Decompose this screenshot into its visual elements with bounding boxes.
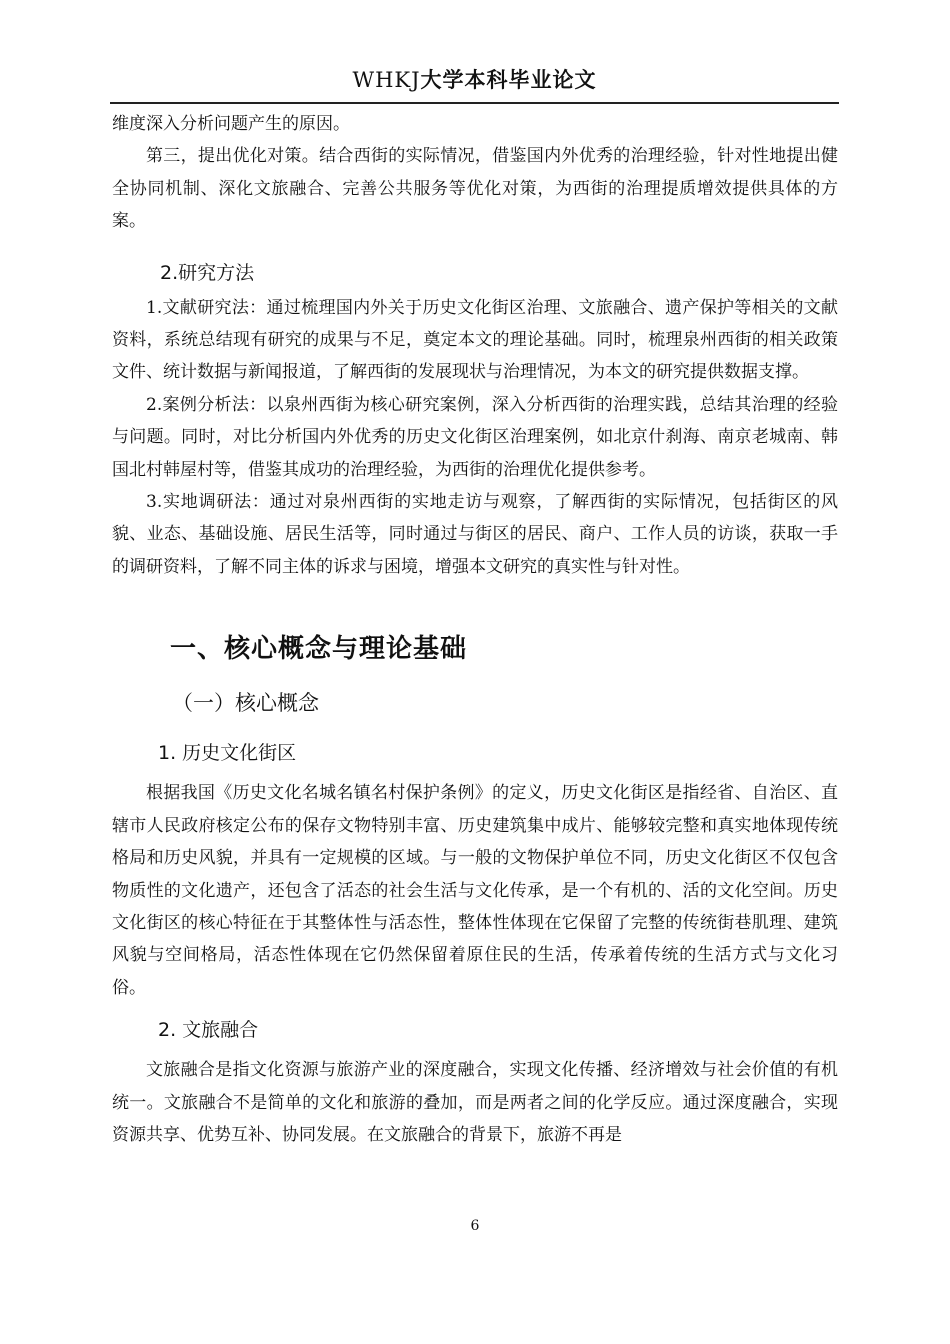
chapter-heading: 一、核心概念与理论基础 (170, 634, 468, 665)
body-content (112, 108, 838, 1151)
heading-research-methods: 2.研究方法 (160, 261, 255, 284)
subheading-historic-district: 1. 历史文化街区 (158, 742, 297, 765)
running-header (110, 60, 839, 100)
paragraph-case-method: 2.案例分析法：以泉州西街为核心研究案例，深入分析西街的治理实践，总结其治理的经验与问题。同时，对比分析国内外优秀的历史文化街区治理案例，如北京什刹海、南京老城南、韩国北村韩屋村等，借鉴其成功的治理经验，为西街的治理优化提供参考。 (112, 394, 838, 480)
paragraph-culture-tourism: 文旅融合是指文化资源与旅游产业的深度融合，实现文化传播、经济增效与社会价值的有机统一。文旅融合不是简单的文化和旅游的叠加，而是两者之间的化学反应。通过深度融合，实现资源共享、优势互补、协同发展。在文旅融合的背景下，旅游不再是 (112, 1060, 838, 1145)
paragraph-2: 第三，提出优化对策。结合西街的实际情况，借鉴国内外优秀的治理经验，针对性地提出健全协同机制、深化文旅融合、完善公共服务等优化对策，为西街的治理提质增效提供具体的方案。 (112, 146, 838, 232)
paragraph-literature-method: 1.文献研究法：通过梳理国内外关于历史文化街区治理、文旅融合、遗产保护等相关的文献资料，系统总结现有研究的成果与不足，奠定本文的理论基础。同时，梳理泉州西街的相关政策文件、统计数据与新闻报道，了解西街的发展现状与治理情况，为本文的研究提供数据支撑。 (112, 297, 838, 383)
paragraph-historic-district: 根据我国《历史文化名城名镇名村保护条例》的定义，历史文化街区是指经省、自治区、直辖市人民政府核定公布的保存文物特别丰富、历史建筑集中成片、能够较完整和真实地体现传统格局和历史风貌，并具有一定规模的区域。与一般的文物保护单位不同，历史文化街区不仅包含物质性的文化遗产，还包含了活态的社会生活与文化传承，是一个有机的、活的文化空间。历史文化街区的核心特征在于其整体性与活态性，整体性体现在它保留了完整的传统街巷肌理、建筑风貌与空间格局，活态性体现在它仍然保留着原住民的生活，传承着传统的生活方式与文化习俗。 (112, 783, 838, 998)
page-number: 6 (470, 1218, 480, 1234)
header-title: 大学本科毕业论文 (420, 68, 597, 92)
paragraph-1: 维度深入分析问题产生的原因。 (112, 114, 350, 134)
section-heading: （一）核心概念 (172, 691, 319, 716)
header-brand: WHKJ (352, 68, 421, 92)
subheading-culture-tourism: 2. 文旅融合 (158, 1019, 259, 1042)
paragraph-field-method: 3.实地调研法：通过对泉州西街的实地走访与观察，了解西街的实际情况，包括街区的风貌、业态、基础设施、居民生活等，同时通过与街区的居民、商户、工作人员的访谈，获取一手的调研资料，了解不同主体的诉求与困境，增强本文研究的真实性与针对性。 (112, 492, 838, 577)
header-divider (110, 102, 839, 104)
